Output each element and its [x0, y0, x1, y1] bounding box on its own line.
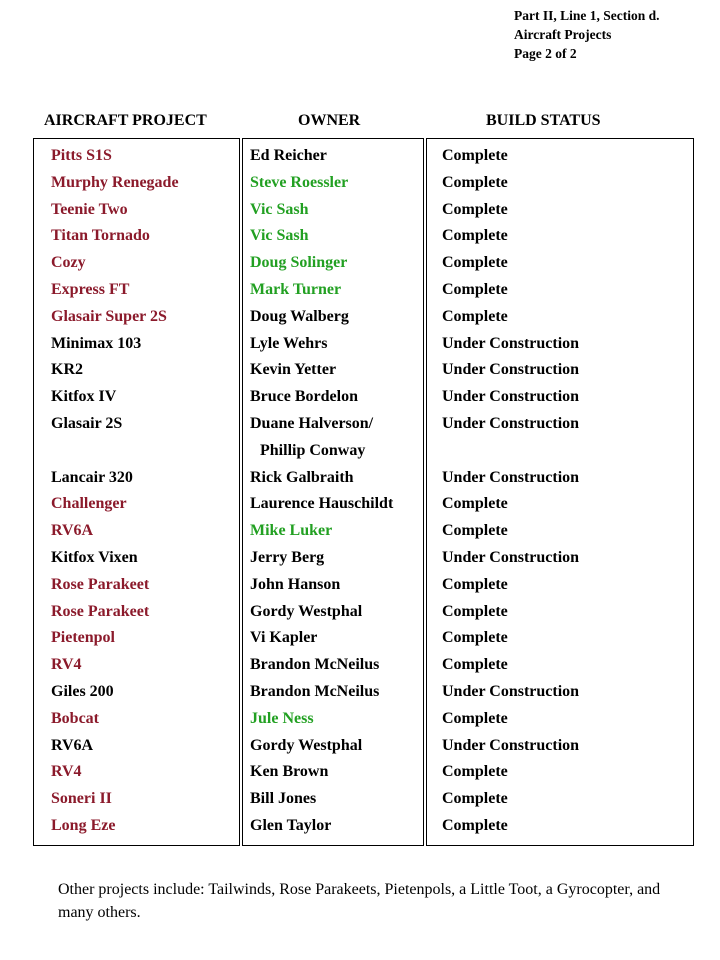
owner-cell: Lyle Wehrs — [250, 334, 328, 352]
project-cell: Titan Tornado — [51, 227, 150, 245]
project-cell: Rose Parakeet — [51, 602, 150, 620]
project-cell: Glasair Super 2S — [51, 307, 167, 325]
owner-cell: Vic Sash — [250, 227, 309, 245]
project-cell: Glasair 2S — [51, 415, 123, 432]
project-cell: Murphy Renegade — [51, 173, 179, 191]
owner-cell: Mark Turner — [250, 281, 342, 298]
status-cell: Complete — [442, 763, 508, 781]
project-cell: Minimax 103 — [51, 334, 142, 352]
owner-cell: Mike Luker — [250, 522, 333, 540]
status-cell: Complete — [442, 656, 508, 674]
status-cell: Under Construction — [442, 388, 580, 406]
status-cell: Complete — [442, 307, 508, 325]
owner-cell: Ed Reicher — [250, 147, 327, 164]
status-cell: Under Construction — [442, 736, 580, 754]
status-cell: Complete — [442, 227, 508, 245]
status-cell: Under Construction — [442, 361, 580, 379]
project-cell: RV4 — [51, 763, 82, 781]
status-cell: Under Construction — [442, 415, 580, 432]
owner-cell: Vic Sash — [250, 200, 309, 218]
column-header-owner: OWNER — [298, 112, 361, 129]
status-cell: Complete — [442, 147, 508, 164]
status-cell: Complete — [442, 790, 508, 808]
owner-cell: Brandon McNeilus — [250, 656, 380, 674]
project-cell: Lancair 320 — [51, 468, 133, 486]
project-cell: Rose Parakeet — [51, 575, 150, 593]
owner-cell: Duane Halverson/ — [250, 415, 374, 432]
owner-cell: Doug Walberg — [250, 307, 349, 325]
status-cell: Under Construction — [442, 683, 580, 700]
status-cell: Under Construction — [442, 549, 580, 566]
project-cell: Teenie Two — [51, 200, 128, 218]
status-cell: Complete — [442, 709, 508, 727]
page-reference — [514, 6, 660, 63]
owner-cell: Ken Brown — [250, 763, 329, 781]
project-cell: Cozy — [51, 254, 86, 272]
owner-cell: Brandon McNeilus — [250, 683, 380, 700]
owner-cell: Rick Galbraith — [250, 468, 354, 486]
owner-cell: Glen Taylor — [250, 817, 332, 834]
page-number: Page 2 of 2 — [514, 46, 577, 61]
project-cell: Express FT — [51, 281, 130, 298]
owner-cell: Gordy Westphal — [250, 602, 363, 620]
owner-cell: Steve Roessler — [250, 173, 349, 191]
project-cell: Long Eze — [51, 817, 116, 834]
project-cell: Soneri II — [51, 790, 112, 808]
project-cell: Challenger — [51, 495, 127, 513]
status-cell: Under Construction — [442, 468, 580, 486]
status-cell: Complete — [442, 281, 508, 298]
project-cell: Pietenpol — [51, 629, 115, 647]
project-cell: Pitts S1S — [51, 147, 112, 164]
owner-cell: Laurence Hauschildt — [250, 495, 394, 513]
status-cell: Complete — [442, 575, 508, 593]
column-header-status: BUILD STATUS — [486, 112, 601, 129]
project-cell: Bobcat — [51, 709, 99, 727]
owner-cell: Kevin Yetter — [250, 361, 337, 379]
status-cell: Complete — [442, 522, 508, 540]
status-cell: Under Construction — [442, 334, 580, 352]
project-cell: Giles 200 — [51, 683, 114, 700]
owner-cell: Jule Ness — [250, 709, 314, 727]
project-cell: RV6A — [51, 736, 94, 754]
owner-cell: Phillip Conway — [260, 441, 366, 459]
status-cell: Complete — [442, 629, 508, 647]
reference-title: Aircraft Projects — [514, 27, 612, 42]
column-header-project: AIRCRAFT PROJECT — [44, 112, 207, 129]
footnote: Other projects include: Tailwinds, Rose Parakeets, Pietenpols, a Little Toot, a Gyrocopter, and many others. — [58, 881, 661, 921]
owner-cell: Vi Kapler — [250, 629, 318, 647]
owner-cell: Bruce Bordelon — [250, 388, 358, 406]
owner-cell: John Hanson — [250, 575, 341, 593]
project-cell: Kitfox IV — [51, 388, 117, 406]
owner-cell: Jerry Berg — [250, 549, 325, 566]
owner-cell: Doug Solinger — [250, 254, 348, 272]
reference-section: Part II, Line 1, Section d. — [514, 8, 660, 23]
status-cell: Complete — [442, 173, 508, 191]
status-cell: Complete — [442, 200, 508, 218]
project-cell: RV6A — [51, 522, 94, 540]
status-cell: Complete — [442, 817, 508, 834]
status-cell: Complete — [442, 254, 508, 272]
status-cell: Complete — [442, 602, 508, 620]
project-cell: KR2 — [51, 361, 83, 379]
owner-cell: Bill Jones — [250, 790, 317, 808]
owner-cell: Gordy Westphal — [250, 736, 363, 754]
project-cell: RV4 — [51, 656, 82, 674]
status-cell: Complete — [442, 495, 508, 513]
project-cell: Kitfox Vixen — [51, 549, 138, 566]
